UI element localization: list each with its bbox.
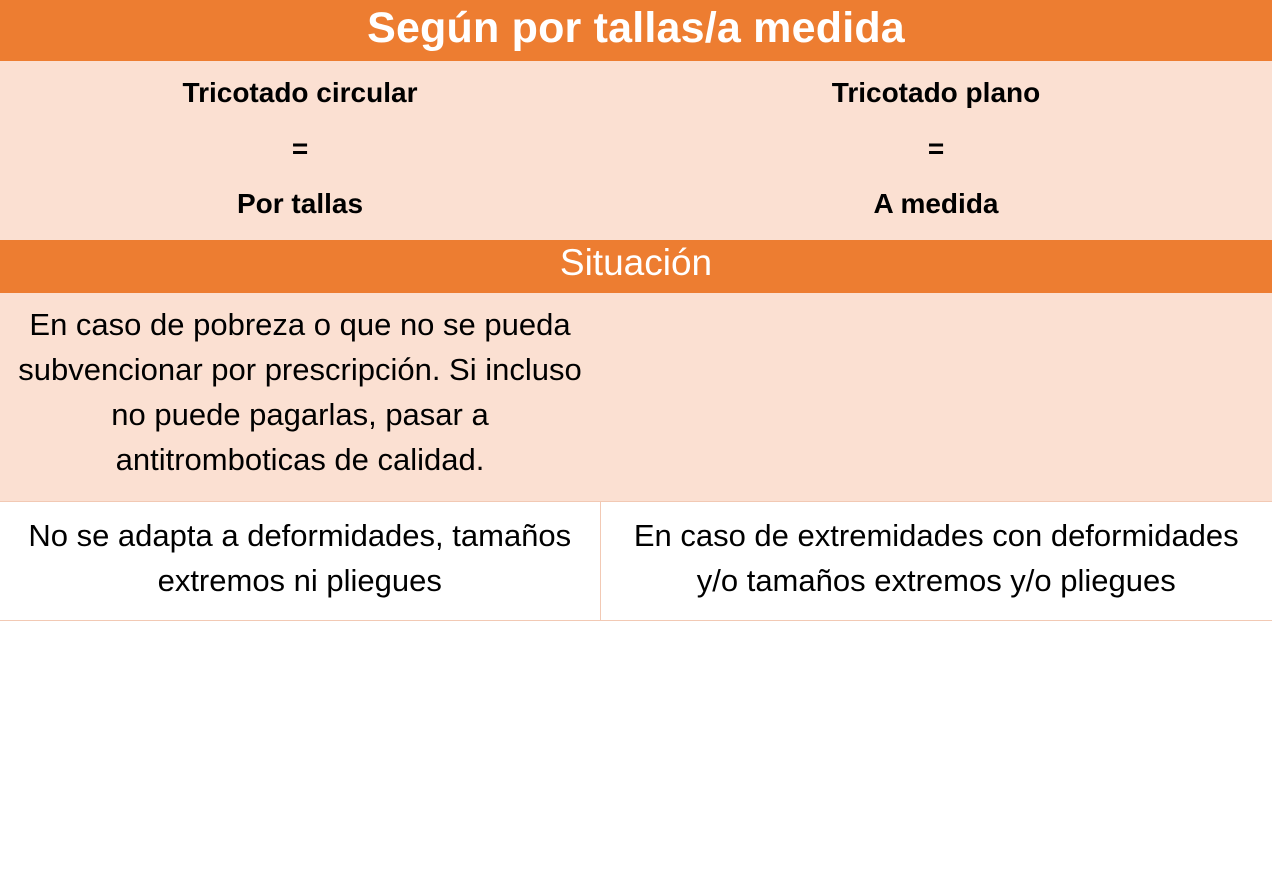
table-row (0, 501, 1272, 620)
column-header-right-line-1: Tricotado plano (831, 77, 1041, 109)
row-1-left-cell: En caso de pobreza o que no se pueda subvencionar por prescripción. Si incluso no puede pagarlas, pasar a antitromboticas de calidad. (0, 293, 600, 501)
table-row (0, 293, 1272, 501)
column-header-right (600, 61, 1272, 240)
column-header-left-line-3: Por tallas (236, 187, 364, 219)
row-1-right-cell (600, 293, 1272, 501)
page-title: Según por tallas/a medida (0, 0, 1272, 61)
column-headers-row (0, 61, 1272, 240)
column-header-left-line-2: = (291, 132, 309, 164)
section-header-row (0, 240, 1272, 293)
table-title-row (0, 0, 1272, 61)
row-2-left-cell: No se adapta a deformidades, tamaños extremos ni pliegues (0, 501, 600, 620)
section-header: Situación (0, 240, 1272, 293)
row-2-right-cell: En caso de extremidades con deformidades y/o tamaños extremos y/o pliegues (600, 501, 1272, 620)
column-header-left (0, 61, 600, 240)
column-header-right-line-2: = (927, 132, 945, 164)
column-header-left-line-1: Tricotado circular (182, 77, 418, 109)
column-header-right-line-3: A medida (873, 187, 999, 219)
